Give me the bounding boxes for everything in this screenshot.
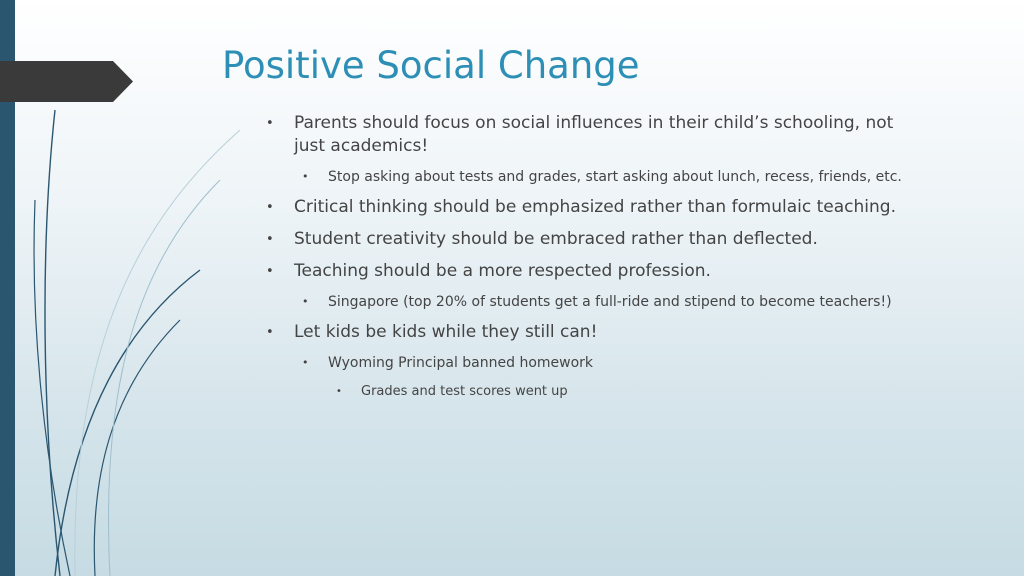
bullet-item-level-1 xyxy=(262,196,922,219)
bullet-text: Critical thinking should be emphasized rather than formulaic teaching. xyxy=(294,197,896,217)
bullet-dot-icon: • xyxy=(266,325,274,340)
bullet-item-level-1 xyxy=(262,112,922,158)
curve-line xyxy=(55,270,200,576)
bullet-dot-icon: • xyxy=(302,356,309,369)
bullet-text: Stop asking about tests and grades, start asking about lunch, recess, friends, etc. xyxy=(328,169,902,185)
bullet-dot-icon: • xyxy=(266,200,274,215)
bullet-text: Grades and test scores went up xyxy=(361,384,568,399)
curve-line xyxy=(108,180,220,576)
bullet-dot-icon: • xyxy=(302,295,309,308)
curve-line xyxy=(94,320,180,576)
bullet-text: Parents should focus on social influences in their child’s schooling, not just academics! xyxy=(294,113,894,156)
curve-line xyxy=(34,200,70,576)
bullet-text: Teaching should be a more respected profession. xyxy=(294,261,711,281)
bullet-text: Let kids be kids while they still can! xyxy=(294,322,598,342)
bullet-item-level-2 xyxy=(262,353,922,373)
bullet-item-level-2 xyxy=(262,292,922,312)
slide-title: Positive Social Change xyxy=(222,44,640,87)
bullet-dot-icon: • xyxy=(266,232,274,247)
bullet-text: Wyoming Principal banned homework xyxy=(328,355,594,371)
bullet-dot-icon: • xyxy=(266,116,274,131)
bullet-item-level-2 xyxy=(262,167,922,187)
bullet-item-level-1 xyxy=(262,321,922,344)
bullet-list xyxy=(262,112,922,410)
curve-line xyxy=(45,110,60,576)
bullet-dot-icon: • xyxy=(266,264,274,279)
bullet-item-level-1 xyxy=(262,228,922,251)
bullet-dot-icon: • xyxy=(336,386,342,397)
bullet-dot-icon: • xyxy=(302,170,309,183)
bullet-text: Singapore (top 20% of students get a full-ride and stipend to become teachers!) xyxy=(328,294,892,310)
bullet-item-level-1 xyxy=(262,260,922,283)
bullet-text: Student creativity should be embraced rather than deflected. xyxy=(294,229,818,249)
curve-line xyxy=(75,130,240,576)
bullet-item-level-3 xyxy=(262,382,922,401)
title-arrow-tab xyxy=(0,61,133,102)
